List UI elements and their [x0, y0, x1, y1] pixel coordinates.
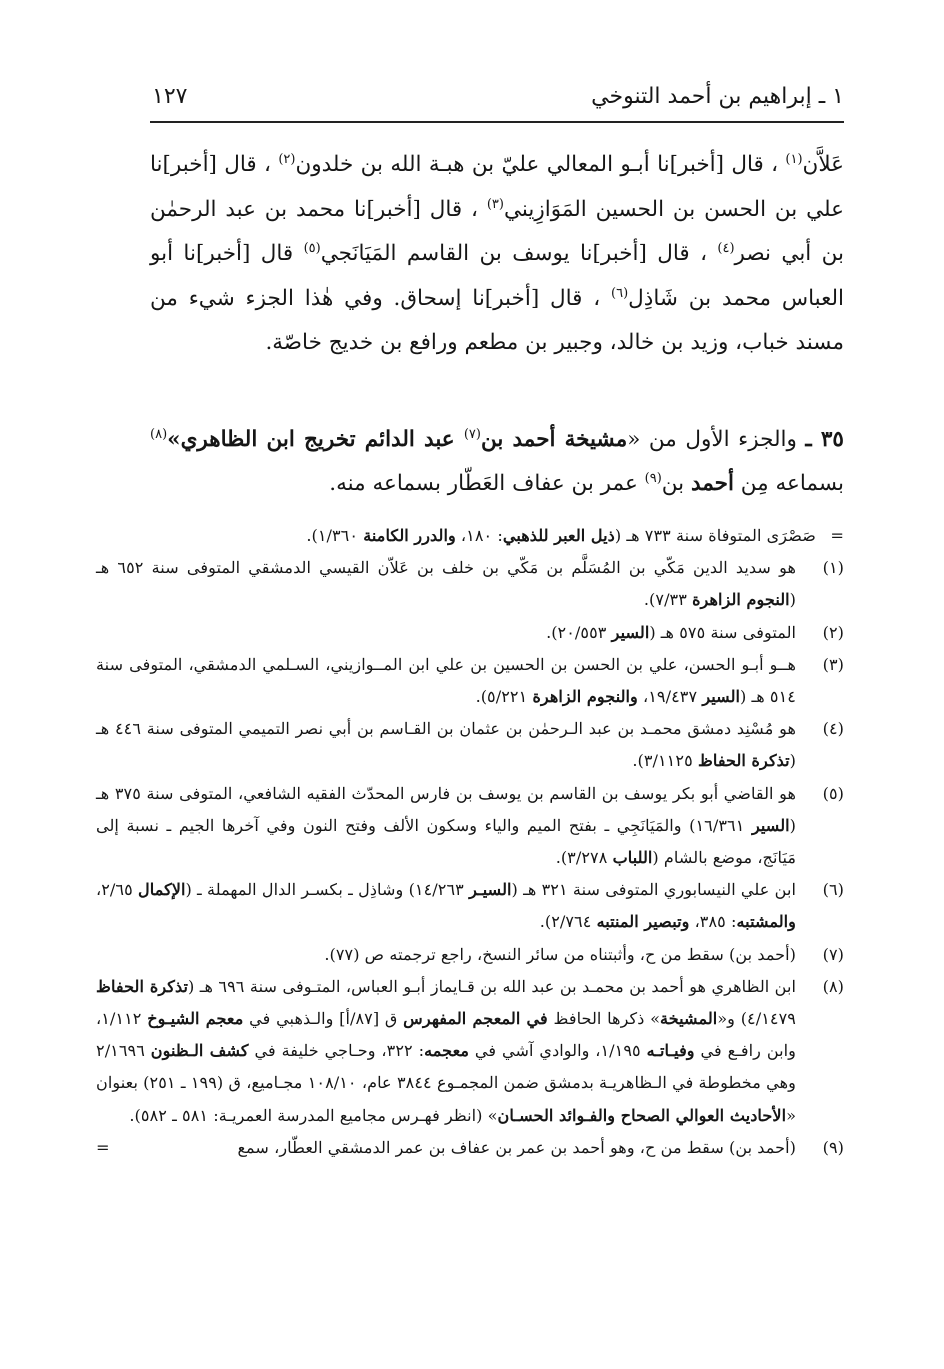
footnote-number: (٥)	[822, 783, 844, 803]
footnote-ref: (٩)	[644, 470, 662, 486]
footnote-number: (٨)	[822, 976, 844, 996]
footnote-number: (٣)	[822, 654, 844, 674]
footnote-number: (٢)	[822, 622, 844, 642]
footnote-number: (٩)	[822, 1137, 844, 1157]
footnote-8: (٨) ابن الظاهري هو أحمد بن محمـد بن عبد الله بن قـايماز أبـو العباس، المتـوفى سنة ٦٩٦ هـ (تذكرة الحفاظ ٤/١٤٧٩) و«المشيخة» ذكرها الحافظ في المعجم المفهرس ق [٨٧/أ] والـذهبي في معجم الشيـوخ ١/١١٢، وابن رافـع في وفيـاتـه ١/١٩٥، والوادي آشي في معجمه: ٣٢٢، وحـاجي خليفة في كشف الـظنون ٢/١٦٩٦ وهي مخطوطة في الـظاهريـة بدمشق ضمن المجمـوع ٣٨٤٤ عام، ١٠٨/١٠ مجـاميع، ق (١٩٩ ـ ٢٥١) بعنوان «الأحاديث العوالي الصحاح والفـوائد الحسـان» (انظر فهـرس مجاميع المدرسة العمريـة: ٥٨١ ـ ٥٨٢).	[96, 971, 844, 1132]
footnote-7: (٧) (أحمد بن) سقط من ح، وأثبتناه من سائر النسخ، راجع ترجمته ص (٧٧).	[96, 939, 844, 971]
footnote-3: (٣) هــو أبـو الحسن، علي بن الحسن بن الحسين بن علي ابن المــوازيني، السـلمي الدمشقي، المتوفى سنة ٥١٤ هـ (السير ١٩/٤٣٧، والنجوم الزاهرة ٥/٢٢١).	[96, 649, 844, 713]
footnote-ref: (٥)	[303, 240, 321, 256]
footnote-ref: (١)	[785, 151, 803, 167]
footnote-number: =	[830, 526, 844, 545]
running-title: ١ ـ إبراهيم بن أحمد التنوخي	[591, 84, 844, 109]
footnote-number: (٧)	[822, 944, 844, 964]
footnote-continued: = صَصْرَى المتوفاة سنة ٧٣٣ هـ (ذيل العبر للذهبي: ١٨٠، والدرر الكامنة ١/٣٦٠).	[96, 520, 844, 552]
footnote-6: (٦) ابن علي النيسابوري المتوفى سنة ٣٢١ هـ (السيـر ١٤/٢٦٣) وشاذِل ـ بكسـر الدال المهملة ـ (الإكمال ٢/٦٥، والمشتبه: ٣٨٥، وتبصير المنتبه ٢/٧٦٤).	[96, 874, 844, 938]
footnote-ref: (٧)	[463, 426, 481, 442]
entry-title: مشيخة أحمد بن	[480, 427, 628, 452]
footnote-ref: (٦)	[611, 285, 629, 301]
entry-number: ٣٥ ـ	[805, 427, 844, 452]
entry-35: ٣٥ ـ والجزء الأول من «مشيخة أحمد بن$^{(٧)}$ عبد الدائم تخريج ابن الظاهري»$^{(٨)}$ بسماعه مِن أحمد بن$^{(٩)}$ عمر بن عفاف العَطّار بسماعه منه.	[150, 426, 844, 496]
paragraph-chain: عَلاَّن$^{(١)}$ ، قال [أخبر]نا أبـو المعالي عليّ بن هبـة الله بن خلدون$^{(٢)}$ ، قال [أخبر]نا علي بن الحسن بن الحسين المَوَازِيني$^{(٣)}$ ، قال [أخبر]نا محمد بن عبد الرحمٰن بن أبي نصر$^{(٤)}$ ، قال [أخبر]نا يوسف بن القاسم المَيَانَجي$^{(٥)}$ قال [أخبر]نا أبو العباس محمد بن شَاذِل$^{(٦)}$ ، قال [أخبر]نا إسحاق. وفي هٰذا الجزء شيء من مسند خباب، وزيد بن خالد، وجبير بن مطعم ورافع بن خديج خاصّة.	[150, 151, 845, 355]
footnote-ref: (٨)	[150, 426, 168, 442]
footnote-9: (٩) (أحمد بن) سقط من ح، وهو أحمد بن عمر بن عفاف بن عمر الدمشقي العطّار، سمع =	[96, 1132, 844, 1164]
footnote-number: (٤)	[822, 719, 844, 739]
continuation-mark: =	[96, 1137, 110, 1157]
footnotes	[96, 520, 844, 1164]
header-rule	[150, 121, 844, 123]
main-text	[150, 143, 844, 366]
footnote-4: (٤) هو مُسْنِد دمشق محمـد بن عبد الـرحمٰن بن عثمان بن القـاسم بن أبي نصر التميمي المتوفى سنة ٤٤٦ هـ (تذكرة الحفاظ ٣/١١٢٥).	[96, 713, 844, 777]
footnote-5: (٥) هو القاضي أبو بكر يوسف بن القاسم بن يوسف بن فارس المحدّث الفقيه الشافعي، المتوفى سنة ٣٧٥ هـ (السير ١٦/٣٦١) والمَيَانَجِي ـ بفتح الميم والياء وسكون الألف وفتح النون وفي آخرها الجيم ـ نسبة إلى مَيَانَج، موضع بالشام (اللباب ٣/٢٧٨).	[96, 778, 844, 875]
page-number: ١٢٧	[152, 84, 188, 109]
footnote-2: (٢) المتوفى سنة ٥٧٥ هـ (السير ٢٠/٥٥٣).	[96, 617, 844, 649]
footnote-1: (١) هو سديد الدين مَكّي بن المُسَلَّم بن مَكّي بن خلف بن عَلاّن القيسي الدمشقي المتوفى سنة ٦٥٢ هـ (النجوم الزاهرة ٧/٣٣).	[96, 552, 844, 616]
footnote-number: (٦)	[822, 880, 844, 900]
footnote-number: (١)	[822, 558, 844, 578]
footnote-ref: (٤)	[717, 240, 735, 256]
footnote-ref: (٣)	[486, 196, 504, 212]
page-header	[150, 78, 844, 114]
footnote-ref: (٢)	[278, 151, 296, 167]
